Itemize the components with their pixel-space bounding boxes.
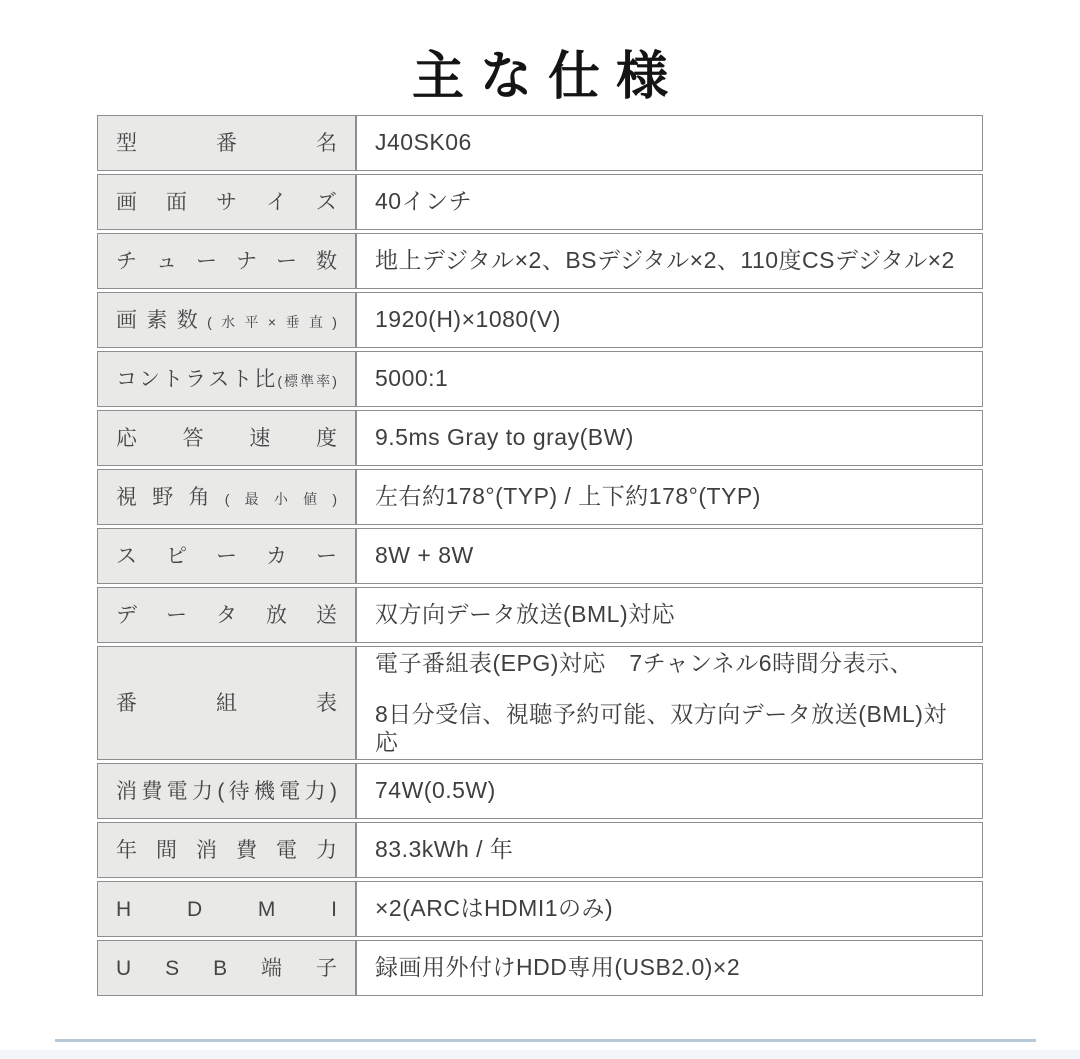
spec-row bbox=[97, 822, 983, 878]
label-char: 値 bbox=[303, 490, 318, 507]
spec-row-label-text bbox=[116, 958, 337, 979]
label-char: 比 bbox=[254, 367, 276, 391]
spec-value-line: 9.5ms Gray to gray(BW) bbox=[375, 424, 634, 451]
label-char: ュ bbox=[156, 249, 177, 273]
label-char: 機 bbox=[253, 779, 275, 803]
label-char: ス bbox=[116, 544, 137, 568]
spec-row-label bbox=[97, 881, 356, 937]
label-char: ー bbox=[276, 249, 297, 273]
spec-row-label-text bbox=[116, 605, 337, 626]
label-char: × bbox=[267, 313, 277, 330]
spec-row-label bbox=[97, 292, 356, 348]
label-char: 画 bbox=[116, 190, 137, 214]
label-char: B bbox=[213, 956, 228, 980]
label-char: 組 bbox=[216, 691, 237, 715]
label-char: サ bbox=[216, 190, 237, 214]
label-char: 電 bbox=[276, 838, 297, 862]
spec-row-label bbox=[97, 528, 356, 584]
label-char: 率 bbox=[316, 372, 331, 389]
label-char: ズ bbox=[316, 190, 337, 214]
spec-table bbox=[97, 115, 983, 996]
label-char: ( bbox=[224, 490, 230, 507]
spec-row bbox=[97, 410, 983, 466]
label-char: ピ bbox=[166, 544, 187, 568]
spec-row-value bbox=[356, 469, 983, 525]
label-char: 角 bbox=[188, 485, 210, 509]
label-char: 端 bbox=[261, 956, 283, 980]
label-char: タ bbox=[216, 603, 237, 627]
label-char: 表 bbox=[316, 691, 337, 715]
spec-value-line: 83.3kWh / 年 bbox=[375, 836, 514, 863]
label-char: 送 bbox=[316, 603, 337, 627]
spec-value-line: 5000:1 bbox=[375, 365, 449, 392]
spec-row-value bbox=[356, 646, 983, 760]
label-char: 直 bbox=[308, 313, 323, 330]
label-char: デ bbox=[116, 603, 137, 627]
spec-row-label-text bbox=[116, 192, 337, 213]
spec-value-line: 録画用外付けHDD専用(USB2.0)×2 bbox=[375, 954, 741, 981]
spec-row bbox=[97, 646, 983, 760]
label-char: 年 bbox=[116, 838, 137, 862]
label-char: ) bbox=[332, 313, 337, 330]
label-char: 消 bbox=[116, 779, 137, 803]
spec-row-value bbox=[356, 115, 983, 171]
label-char: コ bbox=[116, 367, 137, 391]
label-char: 名 bbox=[316, 131, 337, 155]
spec-value-line: 8W + 8W bbox=[375, 542, 474, 569]
label-char: 力 bbox=[316, 838, 337, 862]
spec-row-label bbox=[97, 822, 356, 878]
spec-row-label-text bbox=[116, 840, 337, 861]
label-char: 水 bbox=[221, 313, 236, 330]
label-char: 度 bbox=[315, 426, 337, 450]
spec-row-label bbox=[97, 940, 356, 996]
spec-value-line: 左右約178°(TYP) / 上下約178°(TYP) bbox=[375, 483, 761, 510]
spec-row bbox=[97, 528, 983, 584]
label-char: 最 bbox=[244, 490, 259, 507]
label-char: ト bbox=[162, 367, 184, 391]
label-char: ー bbox=[216, 544, 237, 568]
label-char: 野 bbox=[152, 485, 174, 509]
spec-row-label bbox=[97, 587, 356, 643]
label-char: 子 bbox=[315, 956, 337, 980]
spec-row-label-text bbox=[116, 693, 337, 714]
spec-row bbox=[97, 469, 983, 525]
spec-row-label-text bbox=[116, 310, 337, 331]
label-char: ) bbox=[329, 779, 337, 803]
label-char: 応 bbox=[116, 426, 137, 450]
spec-row-value bbox=[356, 587, 983, 643]
label-char: ト bbox=[231, 367, 253, 391]
label-char: 型 bbox=[116, 131, 137, 155]
label-char: 力 bbox=[191, 779, 213, 803]
label-char: 答 bbox=[182, 426, 204, 450]
label-char: 間 bbox=[156, 838, 177, 862]
label-char: M bbox=[257, 897, 276, 921]
label-char: ン bbox=[139, 367, 161, 391]
spec-value-line: ×2(ARCはHDMI1のみ) bbox=[375, 895, 614, 922]
label-char: 電 bbox=[166, 779, 188, 803]
label-char: イ bbox=[266, 190, 287, 214]
spec-row-label-text bbox=[116, 428, 337, 449]
spec-row-label-text bbox=[116, 781, 337, 802]
spec-row-label bbox=[97, 763, 356, 819]
spec-value-line: 地上デジタル×2、BSデジタル×2、110度CSデジタル×2 bbox=[375, 247, 955, 274]
label-char: ( bbox=[277, 372, 282, 389]
label-char: 番 bbox=[116, 691, 137, 715]
label-char: 待 bbox=[228, 779, 250, 803]
spec-value-line: 1920(H)×1080(V) bbox=[375, 306, 561, 333]
footer-band bbox=[0, 1050, 1080, 1059]
spec-row bbox=[97, 292, 983, 348]
spec-row-label-text bbox=[116, 899, 337, 920]
spec-value-line: 双方向データ放送(BML)対応 bbox=[375, 601, 676, 628]
spec-row-label bbox=[97, 351, 356, 407]
label-char: 力 bbox=[304, 779, 326, 803]
spec-row-label-text bbox=[116, 487, 337, 508]
label-char: ー bbox=[196, 249, 217, 273]
spec-row-label-text bbox=[116, 369, 337, 390]
label-char: H bbox=[116, 897, 132, 921]
spec-row bbox=[97, 351, 983, 407]
label-char: カ bbox=[266, 544, 287, 568]
spec-row-label bbox=[97, 174, 356, 230]
label-char: 垂 bbox=[285, 313, 300, 330]
label-char: 電 bbox=[279, 779, 301, 803]
spec-row-label bbox=[97, 469, 356, 525]
label-char: 素 bbox=[146, 308, 168, 332]
spec-value-line: 電子番組表(EPG)対応 7チャンネル6時間分表示、 bbox=[375, 649, 914, 676]
label-char: 放 bbox=[266, 603, 287, 627]
spec-row-value bbox=[356, 233, 983, 289]
label-char: ( bbox=[217, 779, 225, 803]
label-char: 速 bbox=[249, 426, 271, 450]
label-char: 視 bbox=[116, 485, 137, 509]
label-char: 費 bbox=[236, 838, 257, 862]
label-char: 番 bbox=[216, 131, 237, 155]
label-char: 数 bbox=[316, 249, 337, 273]
label-char: D bbox=[186, 897, 203, 921]
spec-row-label-text bbox=[116, 251, 337, 272]
spec-row-label bbox=[97, 233, 356, 289]
spec-value-line: 74W(0.5W) bbox=[375, 777, 496, 804]
spec-value-line: 40インチ bbox=[375, 188, 473, 215]
spec-value-line: 8日分受信、視聴予約可能、双方向データ放送(BML)対応 bbox=[375, 701, 947, 755]
spec-row-value bbox=[356, 292, 983, 348]
spec-row-label bbox=[97, 646, 356, 760]
label-char: 画 bbox=[116, 308, 137, 332]
spec-row bbox=[97, 115, 983, 171]
label-char: S bbox=[165, 956, 180, 980]
label-char: 小 bbox=[273, 490, 288, 507]
label-char: ラ bbox=[185, 367, 207, 391]
spec-row-value bbox=[356, 822, 983, 878]
label-char: ) bbox=[332, 372, 337, 389]
spec-row-value bbox=[356, 174, 983, 230]
spec-value-line: J40SK06 bbox=[375, 129, 472, 156]
label-char: 標 bbox=[284, 372, 299, 389]
label-char: 消 bbox=[196, 838, 217, 862]
spec-row bbox=[97, 940, 983, 996]
spec-row-value bbox=[356, 410, 983, 466]
spec-row bbox=[97, 174, 983, 230]
label-char: 準 bbox=[300, 372, 315, 389]
spec-row-label bbox=[97, 115, 356, 171]
spec-row-label bbox=[97, 410, 356, 466]
spec-row-value bbox=[356, 881, 983, 937]
page-title: 主な仕様 bbox=[411, 49, 684, 106]
spec-row-value bbox=[356, 351, 983, 407]
label-char: チ bbox=[116, 249, 137, 273]
label-char: 面 bbox=[166, 190, 187, 214]
label-char: 費 bbox=[141, 779, 163, 803]
label-char: 平 bbox=[244, 313, 259, 330]
spec-row-value bbox=[356, 528, 983, 584]
label-char: ( bbox=[207, 313, 212, 330]
label-char: U bbox=[116, 956, 132, 980]
label-char: ー bbox=[166, 603, 187, 627]
spec-row bbox=[97, 881, 983, 937]
label-char: ー bbox=[316, 544, 337, 568]
label-char: 数 bbox=[176, 308, 198, 332]
label-char: I bbox=[331, 897, 337, 921]
label-char: ) bbox=[332, 490, 337, 507]
footer-divider-line bbox=[55, 1039, 1036, 1042]
spec-row bbox=[97, 587, 983, 643]
spec-row bbox=[97, 233, 983, 289]
spec-row-label-text bbox=[116, 133, 337, 154]
spec-row-label-text bbox=[116, 546, 337, 567]
spec-row-value bbox=[356, 940, 983, 996]
label-char: ナ bbox=[236, 249, 257, 273]
spec-row-value bbox=[356, 763, 983, 819]
label-char: ス bbox=[208, 367, 230, 391]
spec-row bbox=[97, 763, 983, 819]
